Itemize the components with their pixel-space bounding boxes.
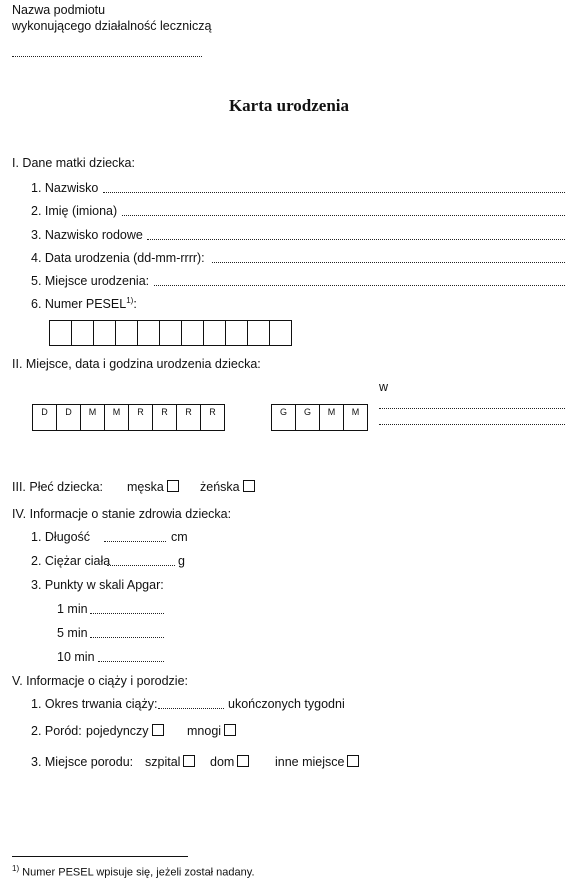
sex-female-checkbox[interactable] <box>243 480 255 492</box>
weight-label: 2. Ciężar ciała <box>31 554 111 568</box>
place-hospital-option[interactable] <box>145 755 195 769</box>
pesel-digit-box[interactable] <box>225 320 248 346</box>
pesel-digit-box[interactable] <box>115 320 138 346</box>
apgar-10min-label: 10 min <box>57 650 95 664</box>
birth-place-field-line2[interactable] <box>379 424 565 425</box>
birth-date-boxes <box>32 404 225 431</box>
pesel-digit-box[interactable] <box>71 320 94 346</box>
pregnancy-duration-suffix: ukończonych tygodni <box>228 697 345 711</box>
pesel-label <box>31 296 137 311</box>
birth-place-prefix: w <box>379 380 389 394</box>
place-hospital-checkbox[interactable] <box>183 755 195 767</box>
mother-first-name-field[interactable] <box>122 215 565 216</box>
birth-multiple-checkbox[interactable] <box>224 724 236 736</box>
date-box[interactable]: R <box>152 404 177 431</box>
date-box[interactable]: R <box>128 404 153 431</box>
weight-unit: g <box>178 554 185 568</box>
place-home-option[interactable] <box>210 755 249 769</box>
apgar-5min-field[interactable] <box>90 637 164 638</box>
pesel-digit-box[interactable] <box>159 320 182 346</box>
mother-maiden-name-label: 3. Nazwisko rodowe <box>31 228 143 242</box>
section-4-heading: IV. Informacje o stanie zdrowia dziecka: <box>12 507 232 521</box>
pesel-label-text: 6. Numer PESEL <box>31 297 127 312</box>
pesel-digit-box[interactable] <box>181 320 204 346</box>
time-box[interactable]: M <box>343 404 368 431</box>
place-home-checkbox[interactable] <box>237 755 249 767</box>
date-box[interactable]: M <box>104 404 129 431</box>
pesel-label-colon: : <box>133 297 137 312</box>
length-unit: cm <box>171 530 188 544</box>
pesel-digit-box[interactable] <box>203 320 226 346</box>
entity-name-label-line1: Nazwa podmiotu <box>12 3 106 17</box>
document-title: Karta urodzenia <box>228 96 350 115</box>
pesel-digit-box[interactable] <box>93 320 116 346</box>
section-3-heading: III. Płeć dziecka: <box>12 480 104 494</box>
mother-surname-label: 1. Nazwisko <box>31 181 99 195</box>
birth-place-field-line1[interactable] <box>379 408 565 409</box>
place-home-label: dom <box>210 755 235 769</box>
pesel-digit-box[interactable] <box>269 320 292 346</box>
date-box[interactable]: R <box>200 404 225 431</box>
section-2-heading: II. Miejsce, data i godzina urodzenia dziecka: <box>12 357 261 371</box>
apgar-label: 3. Punkty w skali Apgar: <box>31 578 164 592</box>
sex-female-option[interactable] <box>200 480 255 494</box>
sex-male-option[interactable] <box>127 480 179 494</box>
birth-single-checkbox[interactable] <box>152 724 164 736</box>
footnote-text: Numer PESEL wpisuje się, jeżeli został nadany. <box>19 866 255 879</box>
pesel-digit-box[interactable] <box>137 320 160 346</box>
place-other-option[interactable] <box>275 755 359 769</box>
pesel-footnote-marker: 1) <box>126 296 134 305</box>
length-label: 1. Długość <box>31 530 91 544</box>
apgar-10min-field[interactable] <box>98 661 164 662</box>
apgar-5min-label: 5 min <box>57 626 88 640</box>
place-other-label: inne miejsce <box>275 755 345 769</box>
length-field[interactable] <box>104 541 166 542</box>
mother-birth-date-label: 4. Data urodzenia (dd-mm-rrrr): <box>31 251 205 265</box>
pesel-boxes <box>49 320 292 346</box>
mother-surname-field[interactable] <box>103 192 565 193</box>
birth-time-boxes <box>271 404 368 431</box>
entity-name-field[interactable] <box>12 56 202 57</box>
apgar-1min-label: 1 min <box>57 602 88 616</box>
pregnancy-duration-label: 1. Okres trwania ciąży: <box>31 697 158 711</box>
mother-first-name-label: 2. Imię (imiona) <box>31 204 118 218</box>
mother-maiden-name-field[interactable] <box>147 239 565 240</box>
date-box[interactable]: M <box>80 404 105 431</box>
sex-male-label: męska <box>127 480 164 494</box>
footnote-marker: 1) <box>12 864 20 873</box>
apgar-1min-field[interactable] <box>90 613 164 614</box>
mother-birth-place-field[interactable] <box>154 285 565 286</box>
birth-single-label: pojedynczy <box>86 724 149 738</box>
footnote-separator <box>12 856 188 857</box>
time-box[interactable]: M <box>319 404 344 431</box>
date-box[interactable]: D <box>32 404 57 431</box>
date-box[interactable]: R <box>176 404 201 431</box>
mother-birth-date-field[interactable] <box>212 262 565 263</box>
birth-place-type-label: 3. Miejsce porodu: <box>31 755 134 769</box>
birth-single-option[interactable] <box>86 724 164 738</box>
birth-multiple-label: mnogi <box>187 724 222 738</box>
sex-male-checkbox[interactable] <box>167 480 179 492</box>
pesel-digit-box[interactable] <box>247 320 270 346</box>
mother-birth-place-label: 5. Miejsce urodzenia: <box>31 274 150 288</box>
place-hospital-label: szpital <box>145 755 181 769</box>
entity-name-label-line2: wykonującego działalność leczniczą <box>12 19 212 33</box>
section-1-heading: I. Dane matki dziecka: <box>12 156 135 170</box>
time-box[interactable]: G <box>271 404 296 431</box>
pregnancy-duration-field[interactable] <box>158 708 224 709</box>
weight-field[interactable] <box>107 565 175 566</box>
place-other-checkbox[interactable] <box>347 755 359 767</box>
section-5-heading: V. Informacje o ciąży i porodzie: <box>12 674 189 688</box>
birth-type-label: 2. Poród: <box>31 724 82 738</box>
date-box[interactable]: D <box>56 404 81 431</box>
pesel-digit-box[interactable] <box>49 320 72 346</box>
sex-female-label: żeńska <box>200 480 240 494</box>
footnote <box>12 864 255 879</box>
time-box[interactable]: G <box>295 404 320 431</box>
birth-multiple-option[interactable] <box>187 724 236 738</box>
